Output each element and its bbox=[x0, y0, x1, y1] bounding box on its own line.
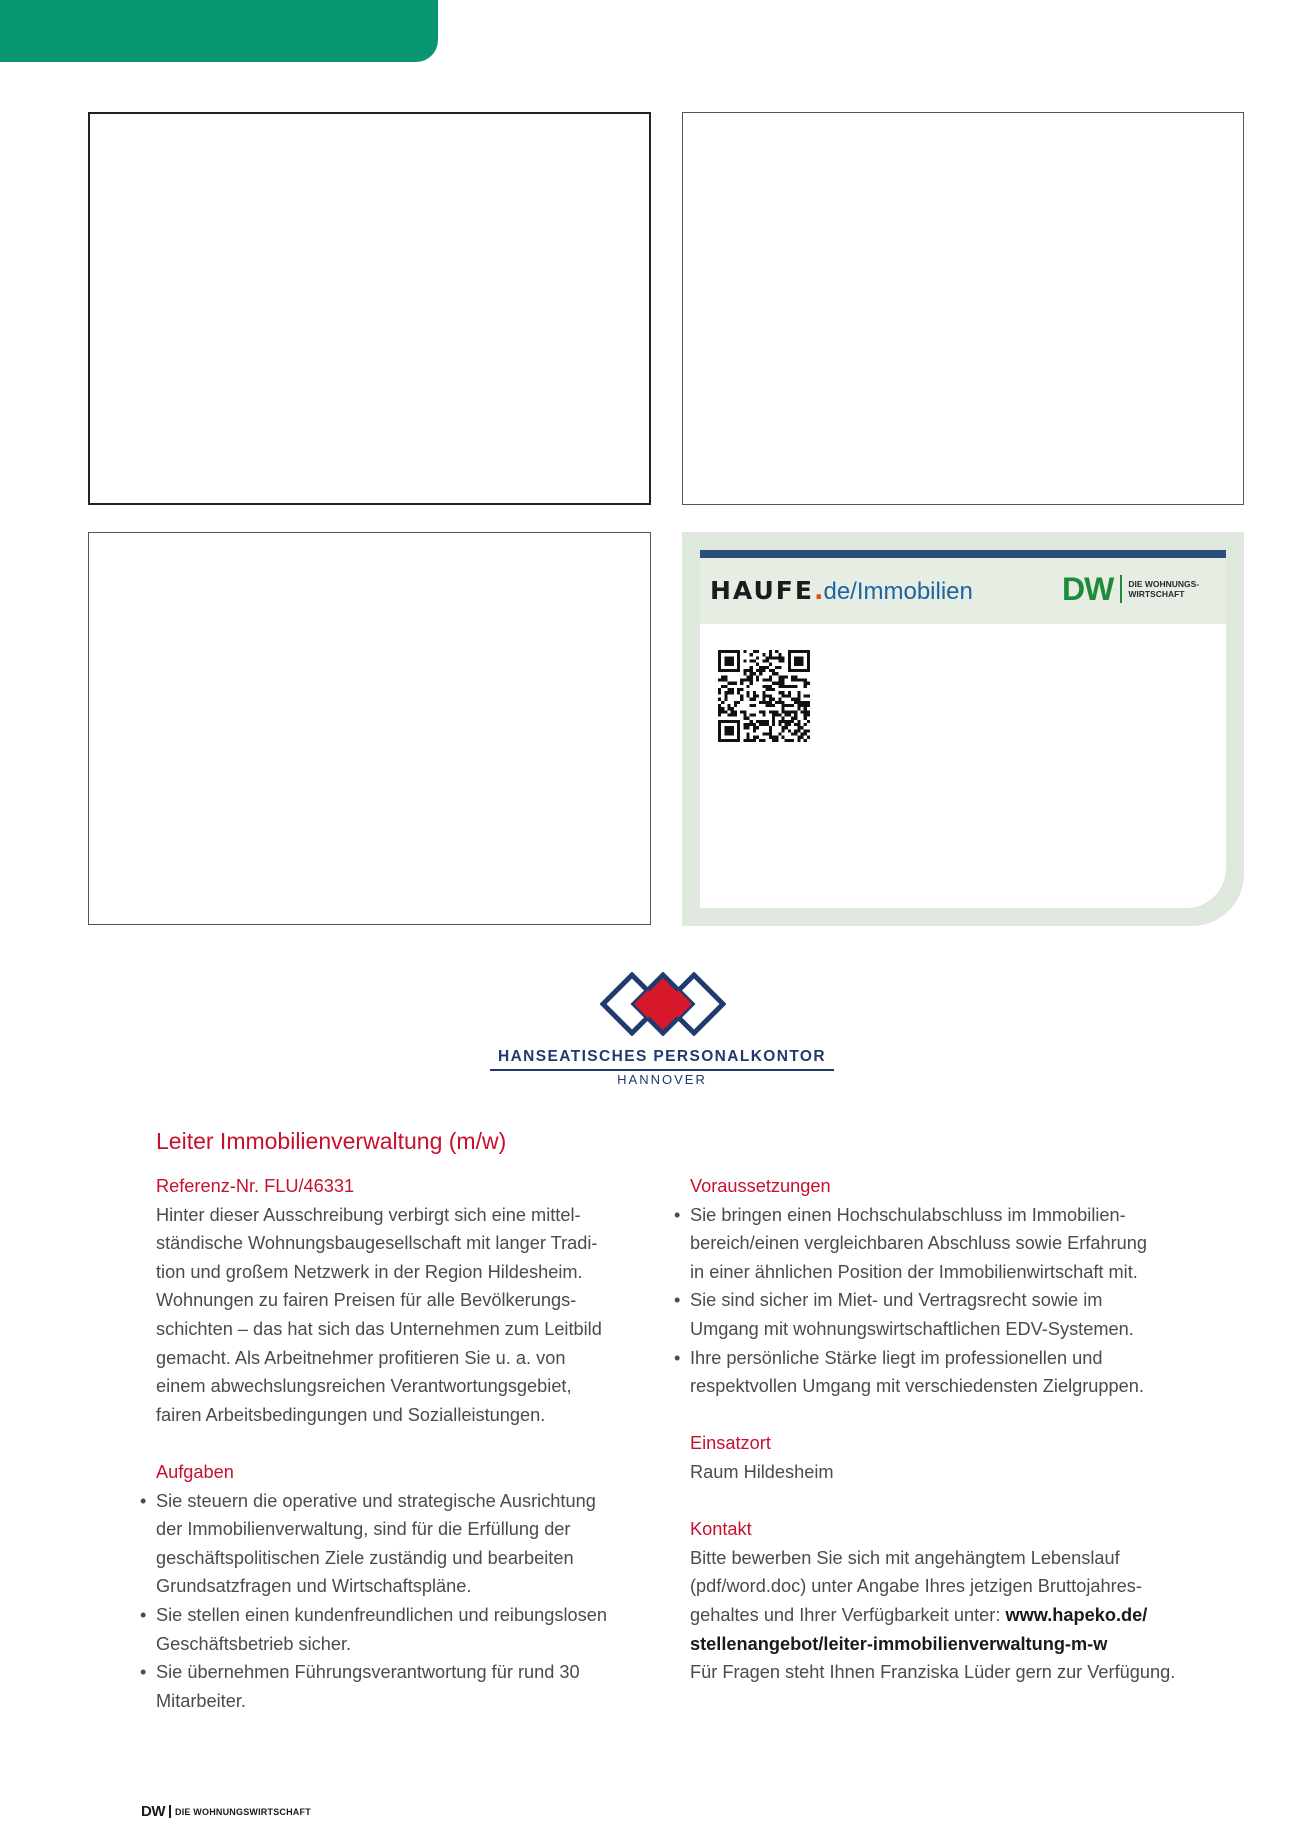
application-link[interactable]: www.hapeko.de/ bbox=[1005, 1604, 1148, 1625]
page-footer bbox=[141, 1803, 311, 1820]
requirements-heading: Voraussetzungen bbox=[690, 1176, 831, 1196]
list-item: • Sie steuern die operative und strategische Ausrichtung der Immobilienverwaltung, sind für die Erfüllung der geschäftspolitischen Ziele zuständig und bearbeiten Grundsatzfragen und Wirtschaftspläne. bbox=[140, 1490, 596, 1597]
ad-placeholder-bottom-left bbox=[88, 532, 651, 925]
job-title: Leiter Immobilienverwaltung (m/w) bbox=[156, 1128, 507, 1154]
left-column bbox=[140, 1172, 656, 1715]
list-item: • Sie sind sicher im Miet- und Vertragsrecht sowie im Umgang mit wohnungswirtschaftlichen EDV-Systemen. bbox=[674, 1290, 1134, 1339]
dw-logo: DW DIE WOHNUNGS- WIRTSCHAFT bbox=[1062, 571, 1200, 607]
section-tab bbox=[0, 0, 438, 62]
application-link-continued[interactable]: stellenangebot/leiter-immobilienverwaltung-m-w bbox=[690, 1633, 1108, 1654]
tasks-heading: Aufgaben bbox=[156, 1461, 234, 1482]
footer-magazine-name: DIE WOHNUNGSWIRTSCHAFT bbox=[175, 1806, 311, 1817]
contact-text: Bitte bewerben Sie sich mit angehängtem Lebenslauf (pdf/word.doc) unter Angabe Ihres jetzigen Bruttojahres- gehaltes und Ihrer Verfügbarkeit unter: www.hapeko.de/ stellenangebot/leiter-immobilienverwaltung-m-w Für Fragen steht Ihnen Franziska Lüder gern zur Verfügung. bbox=[690, 1547, 1176, 1683]
footer-dw-logo: DW bbox=[141, 1803, 165, 1820]
advertiser-name: HANSEATISCHES PERSONALKONTOR bbox=[498, 1048, 826, 1065]
ad-placeholder-top-left bbox=[88, 112, 651, 505]
diamond-logo-icon bbox=[600, 972, 726, 1036]
advertiser-city: HANNOVER bbox=[617, 1072, 707, 1087]
list-item: • Ihre persönliche Stärke liegt im professionellen und respektvollen Umgang mit verschiedensten Zielgruppen. bbox=[674, 1347, 1144, 1397]
tasks-list bbox=[140, 1487, 656, 1716]
right-column bbox=[674, 1172, 1210, 1687]
location-text: Raum Hildesheim bbox=[690, 1461, 834, 1482]
list-item: • Sie übernehmen Führungsverantwortung für rund 30 Mitarbeiter. bbox=[140, 1662, 580, 1711]
ad-placeholder-top-right bbox=[682, 112, 1244, 505]
list-item: • Sie stellen einen kundenfreundlichen und reibungslosen Geschäftsbetrieb sicher. bbox=[140, 1604, 607, 1654]
promo-top-bar bbox=[700, 550, 1226, 558]
qr-code-icon[interactable] bbox=[718, 650, 810, 742]
advertiser-rule bbox=[490, 1069, 834, 1071]
haufe-logo[interactable]: HAUFE.de/Immobilien bbox=[710, 576, 973, 605]
requirements-list bbox=[674, 1201, 1210, 1401]
location-heading: Einsatzort bbox=[690, 1433, 771, 1454]
intro-text: Hinter dieser Ausschreibung verbirgt sich eine mittel- ständische Wohnungsbaugesellschaft mit langer Tradi- tion und großem Netzwerk in der Region Hildesheim. Wohnungen zu fairen Preisen für alle Bevölkerungs- schichten – das hat sich das Unternehmen zum Leitbild gemacht. Als Arbeitnehmer profitieren Sie u. a. von einem abwechslungsreichen Verantwortungsgebiet, fairen Arbeitsbedingungen und Sozialleistungen. bbox=[156, 1204, 602, 1425]
haufe-promo-box[interactable] bbox=[682, 532, 1244, 926]
reference-number: Referenz-Nr. FLU/46331 bbox=[156, 1176, 355, 1196]
contact-heading: Kontakt bbox=[690, 1519, 752, 1540]
list-item: • Sie bringen einen Hochschulabschluss im Immobilien- bereich/einen vergleichbaren Abschluss sowie Erfahrung in einer ähnlichen Position der Immobilienwirtschaft mit. bbox=[674, 1204, 1147, 1282]
